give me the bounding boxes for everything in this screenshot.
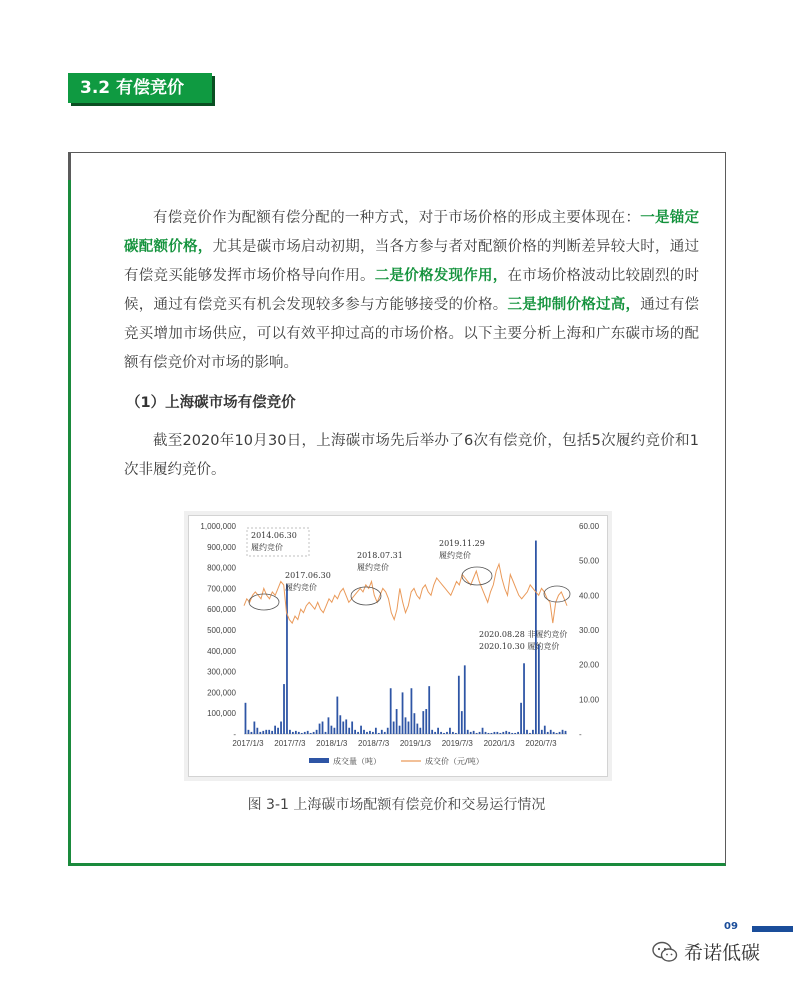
right-tick-label: 50.00 (579, 556, 600, 566)
legend-label-price: 成交价（元/吨） (425, 757, 484, 766)
body-text: 尤其是碳市场启动初期，当各方参与者对配额价格的判断差异较大时，通过有偿竞买能够发挥市场价格导向作用。 (124, 239, 699, 284)
left-tick-label: 100,000 (207, 709, 236, 719)
volume-bar (265, 730, 267, 734)
left-tick-label: 400,000 (207, 646, 236, 656)
volume-bar (372, 732, 374, 734)
highlight-phrase: 一是锚定碳配额价格， (124, 210, 700, 255)
volume-bar (319, 724, 321, 734)
volume-bar (541, 730, 543, 734)
volume-bar (251, 732, 253, 734)
volume-bar (366, 732, 368, 734)
volume-bar (467, 730, 469, 734)
volume-bar (357, 732, 359, 734)
volume-bar (259, 732, 261, 734)
volume-bar (547, 732, 549, 734)
volume-bar (248, 730, 250, 734)
volume-bar (425, 709, 427, 734)
volume-bar (550, 730, 552, 734)
annotation-label: 2020.10.30 履约竞价 (479, 642, 560, 651)
x-tick-label: 2019/1/3 (399, 739, 431, 748)
left-tick-label: 300,000 (207, 667, 236, 677)
right-tick-label: 20.00 (579, 660, 600, 670)
volume-bar (496, 732, 498, 734)
body-text: 通过有偿竞买增加市场供应，可以有效平抑过高的市场价格。以下主要分析上海和广东碳市场的配额有偿竞价对市场的影响。 (124, 297, 699, 371)
volume-bar (289, 730, 291, 734)
volume-bar (375, 728, 377, 734)
volume-bar (333, 728, 335, 734)
volume-bar (452, 732, 454, 734)
volume-bar (479, 732, 481, 734)
volume-bar (256, 728, 258, 734)
volume-bar (310, 733, 312, 734)
volume-bar (301, 733, 303, 734)
volume-bar (292, 732, 294, 734)
volume-bar (538, 645, 540, 734)
volume-bar (499, 733, 501, 734)
volume-bar (428, 686, 430, 734)
volume-bar (283, 684, 285, 734)
volume-bar (553, 732, 555, 734)
volume-bar (419, 728, 421, 734)
volume-bar (476, 733, 478, 734)
volume-bar (384, 732, 386, 734)
volume-bar (470, 732, 472, 734)
right-tick-label: 40.00 (579, 591, 600, 601)
volume-bar (565, 731, 567, 734)
volume-bar (322, 722, 324, 734)
volume-bar (431, 730, 433, 734)
volume-bar (517, 732, 519, 734)
volume-bar (446, 732, 448, 734)
volume-bar (488, 733, 490, 734)
volume-bar (336, 697, 338, 734)
figure-caption: 图 3-1 上海碳市场配额有偿竞价和交易运行情况 (247, 797, 546, 813)
volume-bar (298, 732, 300, 734)
volume-bar (511, 733, 513, 734)
volume-bar (422, 711, 424, 734)
annotation-label: 2018.07.31 (357, 551, 403, 560)
volume-bar (491, 733, 493, 734)
volume-bar (390, 688, 392, 734)
x-tick-label: 2018/7/3 (358, 739, 390, 748)
volume-bar (268, 730, 270, 734)
volume-bar (295, 731, 297, 734)
body-text: 在市场价格波动比较剧烈的时候，通过有偿竞买有机会发现较多参与方能够接受的价格。 (124, 268, 699, 313)
volume-bar (387, 728, 389, 734)
volume-bar (393, 722, 395, 734)
volume-bar (562, 730, 564, 734)
right-tick-label: - (579, 730, 582, 739)
volume-bar (508, 732, 510, 734)
x-tick-label: 2020/1/3 (483, 739, 515, 748)
x-tick-label: 2017/1/3 (232, 739, 264, 748)
volume-bar (304, 732, 306, 734)
volume-bar (505, 731, 507, 734)
volume-bar (473, 731, 475, 734)
auction-marker (462, 567, 492, 585)
page-bar (752, 926, 793, 932)
volume-bar (245, 703, 247, 734)
volume-bar (307, 731, 309, 734)
volume-bar (402, 692, 404, 734)
volume-bar (280, 722, 282, 734)
volume-bar (559, 732, 561, 734)
annotation-label: 2019.11.29 (439, 539, 485, 548)
volume-bar (437, 728, 439, 734)
volume-bar (345, 719, 347, 734)
volume-bar (502, 732, 504, 734)
volume-bar (342, 722, 344, 734)
x-tick-label: 2018/1/3 (316, 739, 348, 748)
annotation-label: 履约竞价 (285, 583, 317, 592)
volume-bar (411, 688, 413, 734)
volume-bar (381, 730, 383, 734)
right-tick-label: 10.00 (579, 695, 600, 705)
volume-bar (405, 717, 407, 734)
left-tick-label: 1,000,000 (200, 522, 236, 531)
left-tick-label: 800,000 (207, 563, 236, 573)
subheading: （1）上海碳市场有偿竞价 (126, 395, 296, 411)
volume-bar (408, 722, 410, 734)
volume-bar (348, 728, 350, 734)
volume-bar (416, 724, 418, 734)
left-tick-label: 900,000 (207, 542, 236, 552)
volume-bar (354, 730, 356, 734)
volume-bar (363, 730, 365, 734)
chart-svg (189, 516, 607, 776)
annotation-label: 履约竞价 (357, 563, 389, 572)
legend-swatch-volume (309, 758, 329, 763)
volume-bar (464, 665, 466, 734)
volume-bar (328, 717, 330, 734)
annotation-label: 2020.08.28 非履约竞价 (479, 630, 568, 639)
volume-bar (526, 730, 528, 734)
volume-bar (440, 732, 442, 734)
volume-bar (461, 711, 463, 734)
volume-bar (514, 733, 516, 734)
volume-bar (396, 709, 398, 734)
annotation-label: 2014.06.30 (251, 531, 297, 540)
volume-bar (378, 733, 380, 734)
highlight-phrase: 三是抑制价格过高， (507, 297, 641, 313)
left-tick-label: - (233, 730, 236, 739)
volume-bar (556, 733, 558, 734)
right-tick-label: 30.00 (579, 626, 600, 635)
annotation-label: 履约竞价 (439, 551, 471, 560)
wechat-icon (652, 941, 678, 963)
auction-marker (351, 587, 381, 605)
annotation-label: 履约竞价 (251, 543, 283, 552)
section-title: 3.2 有偿竞价 (68, 73, 212, 103)
brand-name: 希诺低碳 (684, 942, 761, 964)
volume-bar (325, 732, 327, 734)
volume-bar (458, 676, 460, 734)
annotation-label: 2017.06.30 (285, 571, 331, 580)
legend-label-volume: 成交量（吨） (333, 757, 381, 766)
intro-paragraph (124, 204, 699, 378)
body-text: 有偿竞价作为配额有偿分配的一种方式，对于市场价格的形成主要体现在： (153, 210, 641, 226)
volume-bar (414, 713, 416, 734)
x-tick-label: 2020/7/3 (525, 739, 557, 748)
volume-bar (520, 703, 522, 734)
volume-bar (351, 722, 353, 734)
volume-bar (262, 731, 264, 734)
auction-marker (249, 594, 279, 610)
volume-bar (331, 726, 333, 734)
paragraph-2: 截至2020年10月30日，上海碳市场先后举办了6次有偿竞价，包括5次履约竞价和1次非履约竞价。 (124, 433, 699, 478)
volume-bar (449, 728, 451, 734)
volume-bar (399, 726, 401, 734)
volume-bar (455, 733, 457, 734)
volume-bar (253, 722, 255, 734)
volume-bar (523, 663, 525, 734)
volume-bar (313, 732, 315, 734)
right-tick-label: 60.00 (579, 522, 600, 531)
volume-bar (369, 731, 371, 734)
left-tick-label: 600,000 (207, 605, 236, 615)
volume-bar (544, 726, 546, 734)
volume-bar (434, 732, 436, 734)
volume-bar (339, 715, 341, 734)
volume-bar (482, 728, 484, 734)
volume-bar (485, 732, 487, 734)
watermark (652, 938, 760, 965)
chart-figure (188, 515, 608, 777)
x-tick-label: 2017/7/3 (274, 739, 306, 748)
highlight-phrase: 二是价格发现作用， (374, 268, 508, 284)
x-tick-label: 2019/7/3 (441, 739, 473, 748)
volume-bar (360, 726, 362, 734)
volume-bar (274, 726, 276, 734)
volume-bar (271, 731, 273, 734)
left-tick-label: 700,000 (207, 584, 236, 594)
volume-bar (494, 732, 496, 734)
volume-bar (316, 730, 318, 734)
volume-bar (532, 730, 534, 734)
left-tick-label: 500,000 (207, 626, 236, 635)
volume-bar (443, 733, 445, 734)
volume-bar (277, 728, 279, 734)
left-tick-label: 200,000 (207, 688, 236, 698)
page-number: 09 (724, 921, 738, 932)
volume-bar (529, 733, 531, 734)
